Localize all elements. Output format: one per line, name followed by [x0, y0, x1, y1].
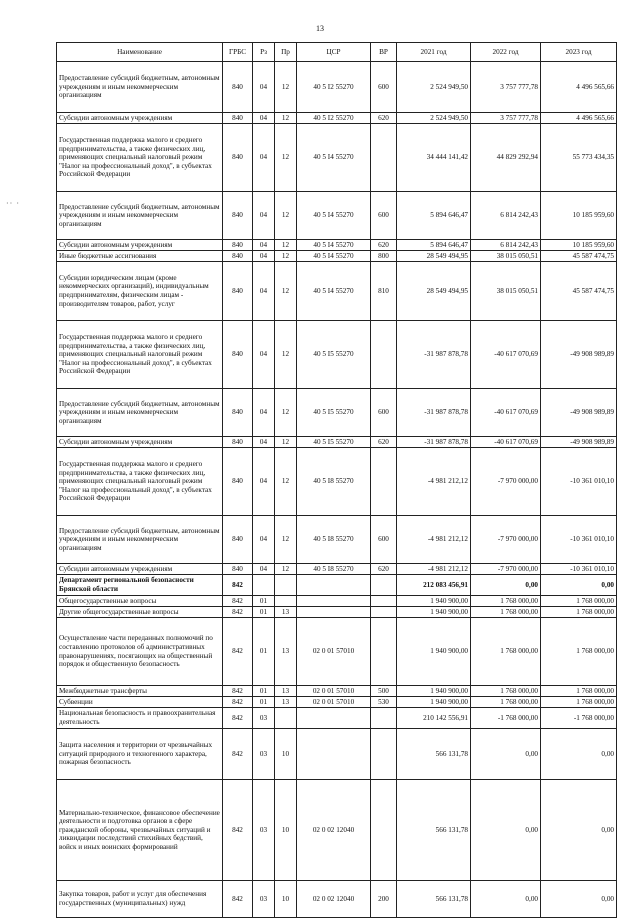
page-number: 13 [316, 24, 324, 33]
cell-2021: 2 524 949,50 [397, 62, 471, 113]
cell-vr [371, 780, 397, 881]
cell-name: Иные бюджетные ассигнования [57, 251, 223, 262]
cell-name: Субсидии автономным учреждениям [57, 240, 223, 251]
cell-grbs: 842 [223, 729, 253, 780]
cell-2023: 45 587 474,75 [541, 251, 617, 262]
col-header-grbs: ГРБС [223, 43, 253, 62]
cell-csr: 40 5 I4 55270 [297, 251, 371, 262]
cell-grbs: 842 [223, 618, 253, 686]
cell-rz: 04 [253, 113, 275, 124]
cell-2022: 38 015 050,51 [471, 262, 541, 321]
cell-name: Субсидии автономным учреждениям [57, 113, 223, 124]
cell-vr [371, 448, 397, 516]
cell-vr: 600 [371, 192, 397, 240]
table-row [57, 686, 617, 697]
cell-name: Субсидии юридическим лицам (кроме некоммерческих организаций), индивидуальным предпринимателям, физическим лицам - производителям товаров, работ, услуг [57, 262, 223, 321]
cell-csr: 02 0 01 57010 [297, 618, 371, 686]
cell-csr: 40 5 I4 55270 [297, 192, 371, 240]
cell-csr: 40 5 I8 55270 [297, 516, 371, 564]
cell-grbs: 840 [223, 564, 253, 575]
cell-name: Субсидии автономным учреждениям [57, 564, 223, 575]
table-row [57, 113, 617, 124]
table-row [57, 564, 617, 575]
cell-2023: -10 361 010,10 [541, 564, 617, 575]
cell-vr [371, 124, 397, 192]
cell-2023: 1 768 000,00 [541, 607, 617, 618]
cell-name: Субсидии автономным учреждениям [57, 437, 223, 448]
cell-pr: 12 [275, 437, 297, 448]
cell-vr: 810 [371, 262, 397, 321]
cell-vr: 600 [371, 516, 397, 564]
cell-2022: 1 768 000,00 [471, 618, 541, 686]
cell-pr: 12 [275, 389, 297, 437]
cell-2021: 28 549 494,95 [397, 262, 471, 321]
cell-2021: -31 987 878,78 [397, 389, 471, 437]
cell-grbs: 840 [223, 262, 253, 321]
cell-2023: 1 768 000,00 [541, 697, 617, 708]
cell-2022: 1 768 000,00 [471, 596, 541, 607]
cell-pr: 12 [275, 124, 297, 192]
cell-2023: 10 185 959,60 [541, 192, 617, 240]
cell-vr [371, 575, 397, 596]
cell-grbs: 840 [223, 516, 253, 564]
cell-grbs: 840 [223, 251, 253, 262]
cell-2021: 566 131,78 [397, 780, 471, 881]
cell-csr: 40 5 I5 55270 [297, 437, 371, 448]
cell-pr: 12 [275, 192, 297, 240]
cell-pr: 13 [275, 607, 297, 618]
table-row [57, 607, 617, 618]
cell-rz: 04 [253, 62, 275, 113]
cell-rz: 03 [253, 708, 275, 729]
cell-2022: -40 617 070,69 [471, 321, 541, 389]
cell-2021: 5 894 646,47 [397, 240, 471, 251]
cell-rz: 04 [253, 251, 275, 262]
cell-pr: 13 [275, 618, 297, 686]
cell-2022: -7 970 000,00 [471, 564, 541, 575]
cell-2021: -4 981 212,12 [397, 448, 471, 516]
cell-csr: 02 0 01 57010 [297, 697, 371, 708]
cell-grbs: 842 [223, 686, 253, 697]
cell-name: Субвенции [57, 697, 223, 708]
cell-grbs: 842 [223, 575, 253, 596]
cell-csr: 40 5 I8 55270 [297, 564, 371, 575]
cell-2023: 0,00 [541, 881, 617, 918]
table-row [57, 437, 617, 448]
cell-grbs: 840 [223, 62, 253, 113]
cell-grbs: 840 [223, 124, 253, 192]
cell-2022: 1 768 000,00 [471, 686, 541, 697]
cell-csr: 40 5 I4 55270 [297, 240, 371, 251]
cell-vr: 200 [371, 881, 397, 918]
cell-vr [371, 321, 397, 389]
cell-pr: 12 [275, 113, 297, 124]
cell-2021: 1 940 900,00 [397, 596, 471, 607]
cell-csr: 40 5 I8 55270 [297, 448, 371, 516]
table-header-row [57, 43, 617, 62]
cell-2021: -31 987 878,78 [397, 321, 471, 389]
cell-pr: 10 [275, 881, 297, 918]
cell-vr: 620 [371, 564, 397, 575]
cell-2022: 6 814 242,43 [471, 240, 541, 251]
table-row [57, 575, 617, 596]
cell-pr: 13 [275, 686, 297, 697]
cell-2022: 0,00 [471, 575, 541, 596]
cell-grbs: 840 [223, 192, 253, 240]
cell-pr: 12 [275, 251, 297, 262]
col-header-name: Наименование [57, 43, 223, 62]
cell-csr: 40 5 I4 55270 [297, 124, 371, 192]
cell-2021: 566 131,78 [397, 729, 471, 780]
margin-mark: ·· · [6, 199, 20, 208]
cell-2021: 1 940 900,00 [397, 607, 471, 618]
cell-csr: 40 5 I4 55270 [297, 262, 371, 321]
cell-grbs: 840 [223, 389, 253, 437]
budget-table [56, 42, 617, 918]
cell-rz: 01 [253, 686, 275, 697]
cell-2023: -49 908 989,89 [541, 437, 617, 448]
cell-2023: 55 773 434,35 [541, 124, 617, 192]
table-row [57, 516, 617, 564]
cell-csr: 40 5 I5 55270 [297, 321, 371, 389]
cell-rz: 04 [253, 192, 275, 240]
table-row [57, 448, 617, 516]
cell-vr: 600 [371, 389, 397, 437]
cell-grbs: 842 [223, 780, 253, 881]
cell-2021: -4 981 212,12 [397, 564, 471, 575]
cell-2023: 1 768 000,00 [541, 618, 617, 686]
cell-2023: -10 361 010,10 [541, 516, 617, 564]
cell-2021: 1 940 900,00 [397, 618, 471, 686]
cell-name: Государственная поддержка малого и среднего предпринимательства, а также физических лиц, применяющих специальный налоговый режим "Налог на профессиональный доход", в субъектах Российской Федерации [57, 124, 223, 192]
cell-2022: 1 768 000,00 [471, 697, 541, 708]
cell-grbs: 842 [223, 881, 253, 918]
cell-pr: 12 [275, 516, 297, 564]
cell-pr [275, 708, 297, 729]
cell-2022: -40 617 070,69 [471, 437, 541, 448]
cell-2021: 566 131,78 [397, 881, 471, 918]
cell-2021: 210 142 556,91 [397, 708, 471, 729]
cell-2021: 2 524 949,50 [397, 113, 471, 124]
cell-2023: 10 185 959,60 [541, 240, 617, 251]
cell-pr: 12 [275, 262, 297, 321]
col-header-2022: 2022 год [471, 43, 541, 62]
cell-vr: 800 [371, 251, 397, 262]
cell-rz: 04 [253, 437, 275, 448]
cell-name: Предоставление субсидий бюджетным, автономным учреждениям и иным некоммерческим организациям [57, 192, 223, 240]
cell-vr: 620 [371, 437, 397, 448]
cell-rz: 04 [253, 124, 275, 192]
cell-pr: 12 [275, 321, 297, 389]
cell-2021: -4 981 212,12 [397, 516, 471, 564]
table-row [57, 389, 617, 437]
cell-csr: 02 0 01 57010 [297, 686, 371, 697]
cell-2023: 4 496 565,66 [541, 62, 617, 113]
cell-rz: 04 [253, 564, 275, 575]
cell-vr: 620 [371, 240, 397, 251]
cell-2023: 1 768 000,00 [541, 596, 617, 607]
cell-pr: 10 [275, 780, 297, 881]
table-row [57, 596, 617, 607]
cell-2021: 1 940 900,00 [397, 686, 471, 697]
col-header-vr: ВР [371, 43, 397, 62]
col-header-csr: ЦСР [297, 43, 371, 62]
cell-2023: 45 587 474,75 [541, 262, 617, 321]
cell-vr [371, 596, 397, 607]
cell-csr [297, 596, 371, 607]
cell-name: Другие общегосударственные вопросы [57, 607, 223, 618]
cell-2022: 0,00 [471, 729, 541, 780]
cell-2022: -1 768 000,00 [471, 708, 541, 729]
cell-name: Государственная поддержка малого и среднего предпринимательства, а также физических лиц, применяющих специальный налоговый режим "Налог на профессиональный доход", в субъектах Российской Федерации [57, 448, 223, 516]
cell-name: Государственная поддержка малого и среднего предпринимательства, а также физических лиц, применяющих специальный налоговый режим "Налог на профессиональный доход", в субъектах Российской Федерации [57, 321, 223, 389]
table-row [57, 708, 617, 729]
col-header-pr: Пр [275, 43, 297, 62]
cell-vr: 600 [371, 62, 397, 113]
cell-rz: 01 [253, 697, 275, 708]
cell-2022: -7 970 000,00 [471, 516, 541, 564]
cell-name: Осуществление части переданных полномочий по составлению протоколов об административных правонарушениях, посягающих на общественный порядок и общественную безопасность [57, 618, 223, 686]
cell-2022: 38 015 050,51 [471, 251, 541, 262]
table-row [57, 618, 617, 686]
cell-pr: 13 [275, 697, 297, 708]
cell-vr: 500 [371, 686, 397, 697]
cell-pr [275, 596, 297, 607]
cell-rz: 04 [253, 448, 275, 516]
cell-name: Межбюджетные трансферты [57, 686, 223, 697]
cell-2023: -49 908 989,89 [541, 321, 617, 389]
cell-rz: 04 [253, 321, 275, 389]
cell-vr [371, 729, 397, 780]
cell-csr: 40 5 I2 55270 [297, 113, 371, 124]
cell-2023: 0,00 [541, 575, 617, 596]
cell-name: Защита населения и территории от чрезвычайных ситуаций природного и техногенного характера, пожарная безопасность [57, 729, 223, 780]
cell-2022: 3 757 777,78 [471, 62, 541, 113]
cell-2023: -49 908 989,89 [541, 389, 617, 437]
table-row [57, 251, 617, 262]
cell-rz: 01 [253, 607, 275, 618]
table-row [57, 262, 617, 321]
cell-2021: 212 083 456,91 [397, 575, 471, 596]
cell-2021: 1 940 900,00 [397, 697, 471, 708]
cell-csr [297, 708, 371, 729]
table-row [57, 780, 617, 881]
cell-grbs: 840 [223, 321, 253, 389]
cell-name: Общегосударственные вопросы [57, 596, 223, 607]
cell-vr [371, 618, 397, 686]
cell-rz: 03 [253, 780, 275, 881]
cell-2021: 28 549 494,95 [397, 251, 471, 262]
cell-rz: 04 [253, 262, 275, 321]
cell-grbs: 840 [223, 113, 253, 124]
cell-rz: 04 [253, 389, 275, 437]
table-row [57, 124, 617, 192]
cell-2023: 1 768 000,00 [541, 686, 617, 697]
cell-name: Материально-техническое, финансовое обеспечение деятельности и подготовка органов в сфере гражданской обороны, чрезвычайных ситуаций и ликвидации последствий стихийных бедствий, войск и иных воинских формирований [57, 780, 223, 881]
cell-rz [253, 575, 275, 596]
cell-rz: 03 [253, 729, 275, 780]
cell-rz: 01 [253, 596, 275, 607]
cell-grbs: 842 [223, 607, 253, 618]
cell-vr [371, 708, 397, 729]
cell-pr: 12 [275, 448, 297, 516]
cell-grbs: 840 [223, 240, 253, 251]
col-header-rz: Рз [253, 43, 275, 62]
cell-rz: 01 [253, 618, 275, 686]
table-row [57, 62, 617, 113]
cell-2022: -7 970 000,00 [471, 448, 541, 516]
cell-name: Департамент региональной безопасности Брянской области [57, 575, 223, 596]
cell-name: Закупка товаров, работ и услуг для обеспечения государственных (муниципальных) нужд [57, 881, 223, 918]
col-header-2021: 2021 год [397, 43, 471, 62]
cell-pr: 12 [275, 240, 297, 251]
cell-csr: 02 0 02 12040 [297, 881, 371, 918]
table-row [57, 881, 617, 918]
cell-pr [275, 575, 297, 596]
cell-rz: 04 [253, 240, 275, 251]
cell-2023: 4 496 565,66 [541, 113, 617, 124]
cell-csr [297, 607, 371, 618]
cell-2021: 5 894 646,47 [397, 192, 471, 240]
cell-name: Национальная безопасность и правоохранительная деятельность [57, 708, 223, 729]
cell-2023: 0,00 [541, 729, 617, 780]
cell-rz: 04 [253, 516, 275, 564]
cell-csr: 40 5 I5 55270 [297, 389, 371, 437]
cell-2023: -10 361 010,10 [541, 448, 617, 516]
table-row [57, 192, 617, 240]
cell-2023: 0,00 [541, 780, 617, 881]
cell-rz: 03 [253, 881, 275, 918]
cell-2021: 34 444 141,42 [397, 124, 471, 192]
cell-2022: 3 757 777,78 [471, 113, 541, 124]
table-row [57, 240, 617, 251]
cell-pr: 10 [275, 729, 297, 780]
table-body [57, 62, 617, 918]
cell-2023: -1 768 000,00 [541, 708, 617, 729]
cell-2022: 44 829 292,94 [471, 124, 541, 192]
cell-pr: 12 [275, 62, 297, 113]
cell-2022: 1 768 000,00 [471, 607, 541, 618]
col-header-2023: 2023 год [541, 43, 617, 62]
cell-name: Предоставление субсидий бюджетным, автономным учреждениям и иным некоммерческим организациям [57, 516, 223, 564]
cell-2022: 0,00 [471, 881, 541, 918]
cell-grbs: 842 [223, 596, 253, 607]
cell-csr [297, 575, 371, 596]
cell-pr: 12 [275, 564, 297, 575]
cell-csr [297, 729, 371, 780]
table-row [57, 729, 617, 780]
cell-name: Предоставление субсидий бюджетным, автономным учреждениям и иным некоммерческим организациям [57, 62, 223, 113]
cell-csr: 40 5 I2 55270 [297, 62, 371, 113]
cell-csr: 02 0 02 12040 [297, 780, 371, 881]
cell-vr [371, 607, 397, 618]
cell-grbs: 842 [223, 697, 253, 708]
table-row [57, 697, 617, 708]
cell-2022: 0,00 [471, 780, 541, 881]
cell-2021: -31 987 878,78 [397, 437, 471, 448]
cell-grbs: 842 [223, 708, 253, 729]
cell-grbs: 840 [223, 448, 253, 516]
table-row [57, 321, 617, 389]
cell-name: Предоставление субсидий бюджетным, автономным учреждениям и иным некоммерческим организациям [57, 389, 223, 437]
cell-2022: 6 814 242,43 [471, 192, 541, 240]
cell-2022: -40 617 070,69 [471, 389, 541, 437]
cell-grbs: 840 [223, 437, 253, 448]
cell-vr: 620 [371, 113, 397, 124]
cell-vr: 530 [371, 697, 397, 708]
